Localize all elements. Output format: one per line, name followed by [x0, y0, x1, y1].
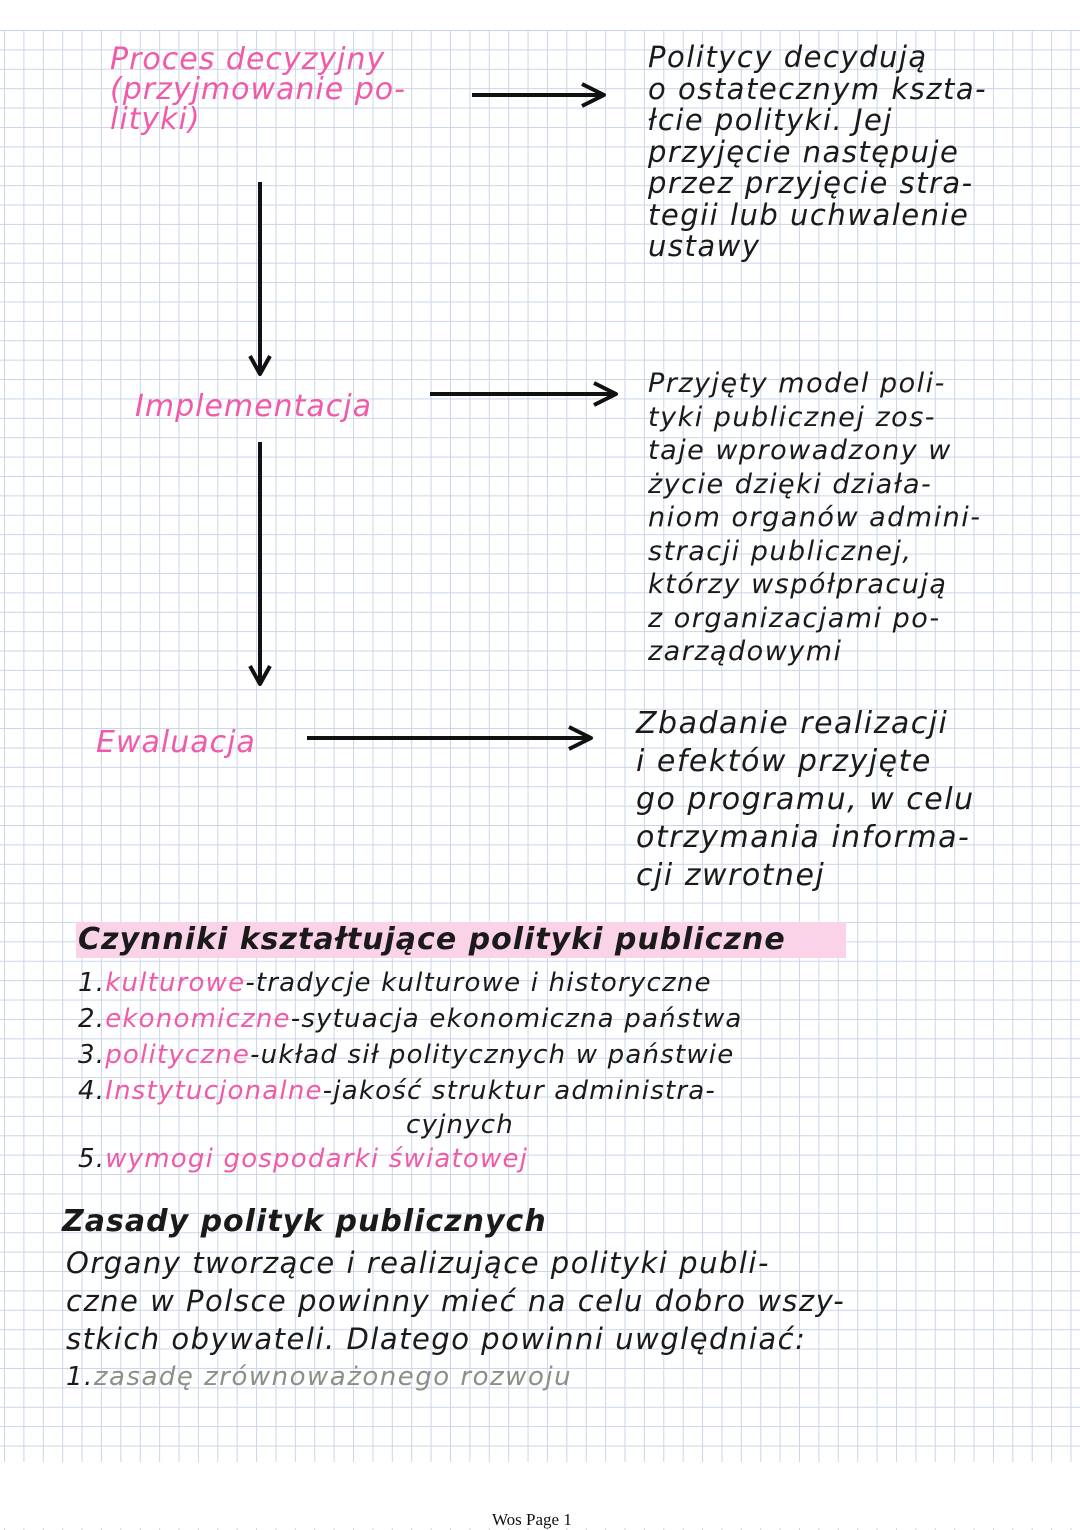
- factor-item-4: [78, 1076, 743, 1106]
- principles-line2: czne w Polsce powinny mieć na celu dobro wszy-: [66, 1284, 846, 1318]
- step1-desc-line2: o ostatecznym kszta-: [648, 71, 988, 106]
- factor-4-continuation: cyjnych: [406, 1110, 514, 1140]
- step2-label: [135, 389, 372, 424]
- top-margin: [0, 0, 1080, 30]
- step2-right-arrow: [428, 381, 620, 407]
- factor-item-2: [78, 1004, 743, 1034]
- down-arrow-2: [245, 440, 275, 690]
- principles-line3: stkich obywateli. Dlatego powinni uwględniać:: [66, 1322, 807, 1356]
- principles-line1: Organy tworzące i realizujące polityki publi-: [66, 1246, 770, 1280]
- factor-5-term: wymogi gospodarki światowej: [105, 1144, 529, 1174]
- step1-desc-line7: ustawy: [648, 229, 761, 263]
- step2-desc-line9: zarządowymi: [648, 636, 843, 667]
- step2-desc-line1: Przyjęty model poli-: [648, 368, 946, 399]
- step3-label: [96, 725, 256, 760]
- principles-item-1-text: zasadę zrównoważonego rozwoju: [93, 1362, 573, 1392]
- factor-4-num: 4.: [78, 1076, 106, 1106]
- principles-body: [66, 1244, 845, 1396]
- step2-desc-line3: taje wprowadzony w: [648, 435, 952, 466]
- step1-right-arrow: [470, 82, 610, 108]
- step2-label-line1: Implementacja: [135, 389, 372, 424]
- factors-heading: Czynniki kształtujące polityki publiczne: [78, 922, 786, 957]
- step1-desc-line3: łcie polityki. Jej: [648, 103, 893, 137]
- step2-desc-line5: niom organów admini-: [648, 502, 982, 533]
- step1-description: [648, 42, 987, 263]
- factor-3-num: 3.: [78, 1040, 106, 1070]
- factor-item-3: [78, 1040, 743, 1070]
- factor-3-desc: -układ sił politycznych w państwie: [250, 1040, 735, 1070]
- principles-item-1-num: 1.: [66, 1362, 94, 1392]
- factor-5-num: 5.: [78, 1144, 106, 1174]
- factor-4-term: Instytucjonalne: [105, 1076, 323, 1106]
- step1-desc-line6: tegii lub uchwalenie: [648, 197, 970, 232]
- step1-desc-line1: Politycy decydują: [648, 40, 928, 74]
- factor-item-5: [78, 1144, 743, 1174]
- step1-desc-line5: przez przyjęcie stra-: [648, 166, 974, 200]
- factor-1-desc: -tradycje kulturowe i historyczne: [245, 968, 712, 998]
- principles-heading: Zasady polityk publicznych: [62, 1204, 547, 1239]
- step1-label-line2: (przyjmowanie po-: [110, 72, 406, 107]
- step3-desc-line5: cji zwrotnej: [636, 858, 826, 893]
- step2-description: [648, 367, 981, 669]
- down-arrow-1: [245, 180, 275, 380]
- step1-label-line3: lityki): [110, 102, 201, 137]
- factor-2-term: ekonomiczne: [105, 1004, 291, 1034]
- step3-right-arrow: [305, 725, 595, 751]
- step3-desc-line1: Zbadanie realizacji: [636, 706, 949, 741]
- step2-desc-line4: życie dzięki działa-: [648, 468, 933, 500]
- factor-1-num: 1.: [78, 968, 106, 998]
- step3-label-line1: Ewaluacja: [96, 725, 256, 760]
- step3-desc-line3: go programu, w celu: [636, 782, 975, 817]
- factor-2-desc: -sytuacja ekonomiczna państwa: [290, 1004, 743, 1034]
- step3-desc-line2: i efektów przyjęte: [636, 744, 932, 779]
- step2-desc-line7: którzy współpracują: [648, 569, 948, 600]
- step1-label: [110, 42, 406, 137]
- factor-4-desc: -jakość struktur administra-: [322, 1076, 716, 1106]
- page-footer: Wos Page 1: [492, 1510, 572, 1529]
- step2-desc-line6: stracji publicznej,: [648, 535, 913, 567]
- factor-item-1: [78, 968, 743, 998]
- step2-desc-line2: tyki publicznej zos-: [648, 401, 937, 433]
- factor-3-term: polityczne: [105, 1040, 251, 1070]
- factors-list: [78, 968, 743, 1174]
- step1-label-line1: Proces decyzyjny: [110, 42, 386, 77]
- step2-desc-line8: z organizacjami po-: [648, 602, 941, 634]
- factor-1-term: kulturowe: [105, 968, 246, 998]
- principles-item-1: [66, 1358, 845, 1396]
- factor-2-num: 2.: [78, 1004, 106, 1034]
- step1-desc-line4: przyjęcie następuje: [648, 134, 960, 169]
- step3-description: [636, 705, 975, 895]
- step3-desc-line4: otrzymania informa-: [636, 820, 971, 855]
